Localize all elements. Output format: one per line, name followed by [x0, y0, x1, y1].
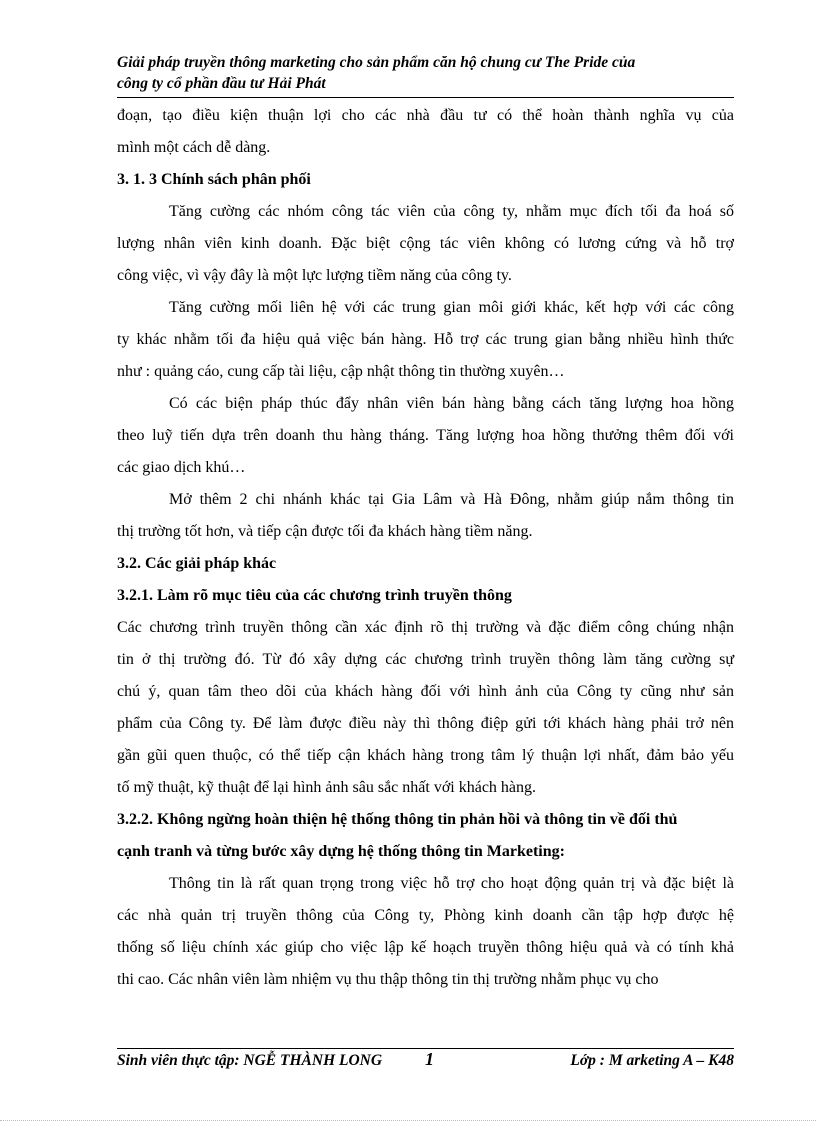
section-heading-3-2: 3.2. Các giải pháp khác	[117, 555, 277, 572]
paragraph-line: gần gũi quen thuộc, có thể tiếp cận khách hàng trong tâm lý thuận lợi nhất, đảm bảo yếu	[117, 747, 734, 764]
footer-student-name: Sinh viên thực tập: NGỄ THÀNH LONG	[117, 1052, 383, 1069]
section-heading-3-2-2-cont: cạnh tranh và từng bước xây dựng hệ thống thông tin Marketing:	[117, 843, 565, 860]
paragraph-line: Thông tin là rất quan trọng trong việc hỗ trợ cho hoạt động quản trị và đặc biệt là	[169, 875, 734, 892]
paragraph-line: các nhà quản trị truyền thông của Công ty, Phòng kinh doanh cần tập hợp được hệ	[117, 907, 734, 924]
paragraph-line: Mở thêm 2 chi nhánh khác tại Gia Lâm và Hà Đông, nhằm giúp nắm thông tin	[169, 491, 734, 508]
page-body	[117, 100, 734, 996]
paragraph-line: công việc, vì vậy đây là một lực lượng tiềm năng của công ty.	[117, 267, 512, 284]
paragraph-line: tin ở thị trường đó. Từ đó xây dựng các chương trình truyền thông làm tăng cường sự	[117, 651, 734, 668]
paragraph-line: lượng nhân viên kinh doanh. Đặc biệt cộng tác viên không có lương cứng và hỗ trợ	[117, 235, 734, 252]
paragraph-line: Tăng cường các nhóm công tác viên của công ty, nhằm mục đích tối đa hoá số	[169, 203, 734, 220]
section-heading-3-1-3: 3. 1. 3 Chính sách phân phối	[117, 171, 311, 188]
paragraph-line: thị trường tốt hơn, và tiếp cận được tối đa khách hàng tiềm năng.	[117, 523, 533, 540]
paragraph-line: Các chương trình truyền thông cần xác định rõ thị trường và đặc điểm công chúng nhận	[117, 619, 734, 636]
paragraph-line: thống số liệu chính xác giúp cho việc lập kế hoạch truyền thông hiệu quả và có tính khả	[117, 939, 734, 956]
page-number: 1	[425, 1049, 434, 1069]
paragraph-line: chú ý, quan tâm theo dõi của khách hàng đối với hình ảnh của Công ty cũng như sản	[117, 683, 734, 700]
footer-class: Lớp : M arketing A – K48	[570, 1052, 734, 1069]
paragraph-line: các giao dịch khú…	[117, 459, 246, 476]
page-bottom-border	[0, 1120, 816, 1121]
paragraph-line: thi cao. Các nhân viên làm nhiệm vụ thu thập thông tin thị trường nhằm phục vụ cho	[117, 971, 659, 988]
paragraph-line: ty khác nhằm tối đa hiệu quả việc bán hàng. Hỗ trợ các trung gian bằng nhiều hình thức	[117, 331, 734, 348]
paragraph-line: như : quảng cáo, cung cấp tài liệu, cập nhật thông tin thường xuyên…	[117, 363, 565, 380]
paragraph-line: theo luỹ tiến dựa trên doanh thu hàng tháng. Tăng lượng hoa hồng thưởng thêm đối với	[117, 427, 734, 444]
paragraph-line: tố mỹ thuật, kỹ thuật để lại hình ảnh sâu sắc nhất với khách hàng.	[117, 779, 537, 796]
page-header	[117, 52, 737, 94]
paragraph-line: Có các biện pháp thúc đẩy nhân viên bán hàng bằng cách tăng lượng hoa hồng	[169, 395, 734, 412]
paragraph-line: phẩm của Công ty. Để làm được điều này thì thông điệp gửi tới khách hàng phải trở nên	[117, 715, 734, 732]
section-heading-3-2-1: 3.2.1. Làm rõ mục tiêu của các chương trình truyền thông	[117, 587, 512, 604]
page-footer	[117, 1049, 734, 1074]
header-title-line-1: Giải pháp truyền thông marketing cho sản phẩm căn hộ chung cư The Pride của	[117, 54, 636, 71]
section-heading-3-2-2: 3.2.2. Không ngừng hoàn thiện hệ thống thông tin phản hồi và thông tin về đối thủ	[117, 811, 678, 828]
paragraph-line: Tăng cường mối liên hệ với các trung gian môi giới khác, kết hợp với các công	[169, 299, 734, 316]
paragraph-continuation-line: mình một cách dễ dàng.	[117, 139, 271, 156]
header-title-line-2: công ty cổ phần đầu tư Hải Phát	[117, 75, 326, 92]
header-divider	[117, 97, 734, 98]
paragraph-continuation-line: đoạn, tạo điều kiện thuận lợi cho các nhà đầu tư có thể hoàn thành nghĩa vụ của	[117, 107, 734, 124]
